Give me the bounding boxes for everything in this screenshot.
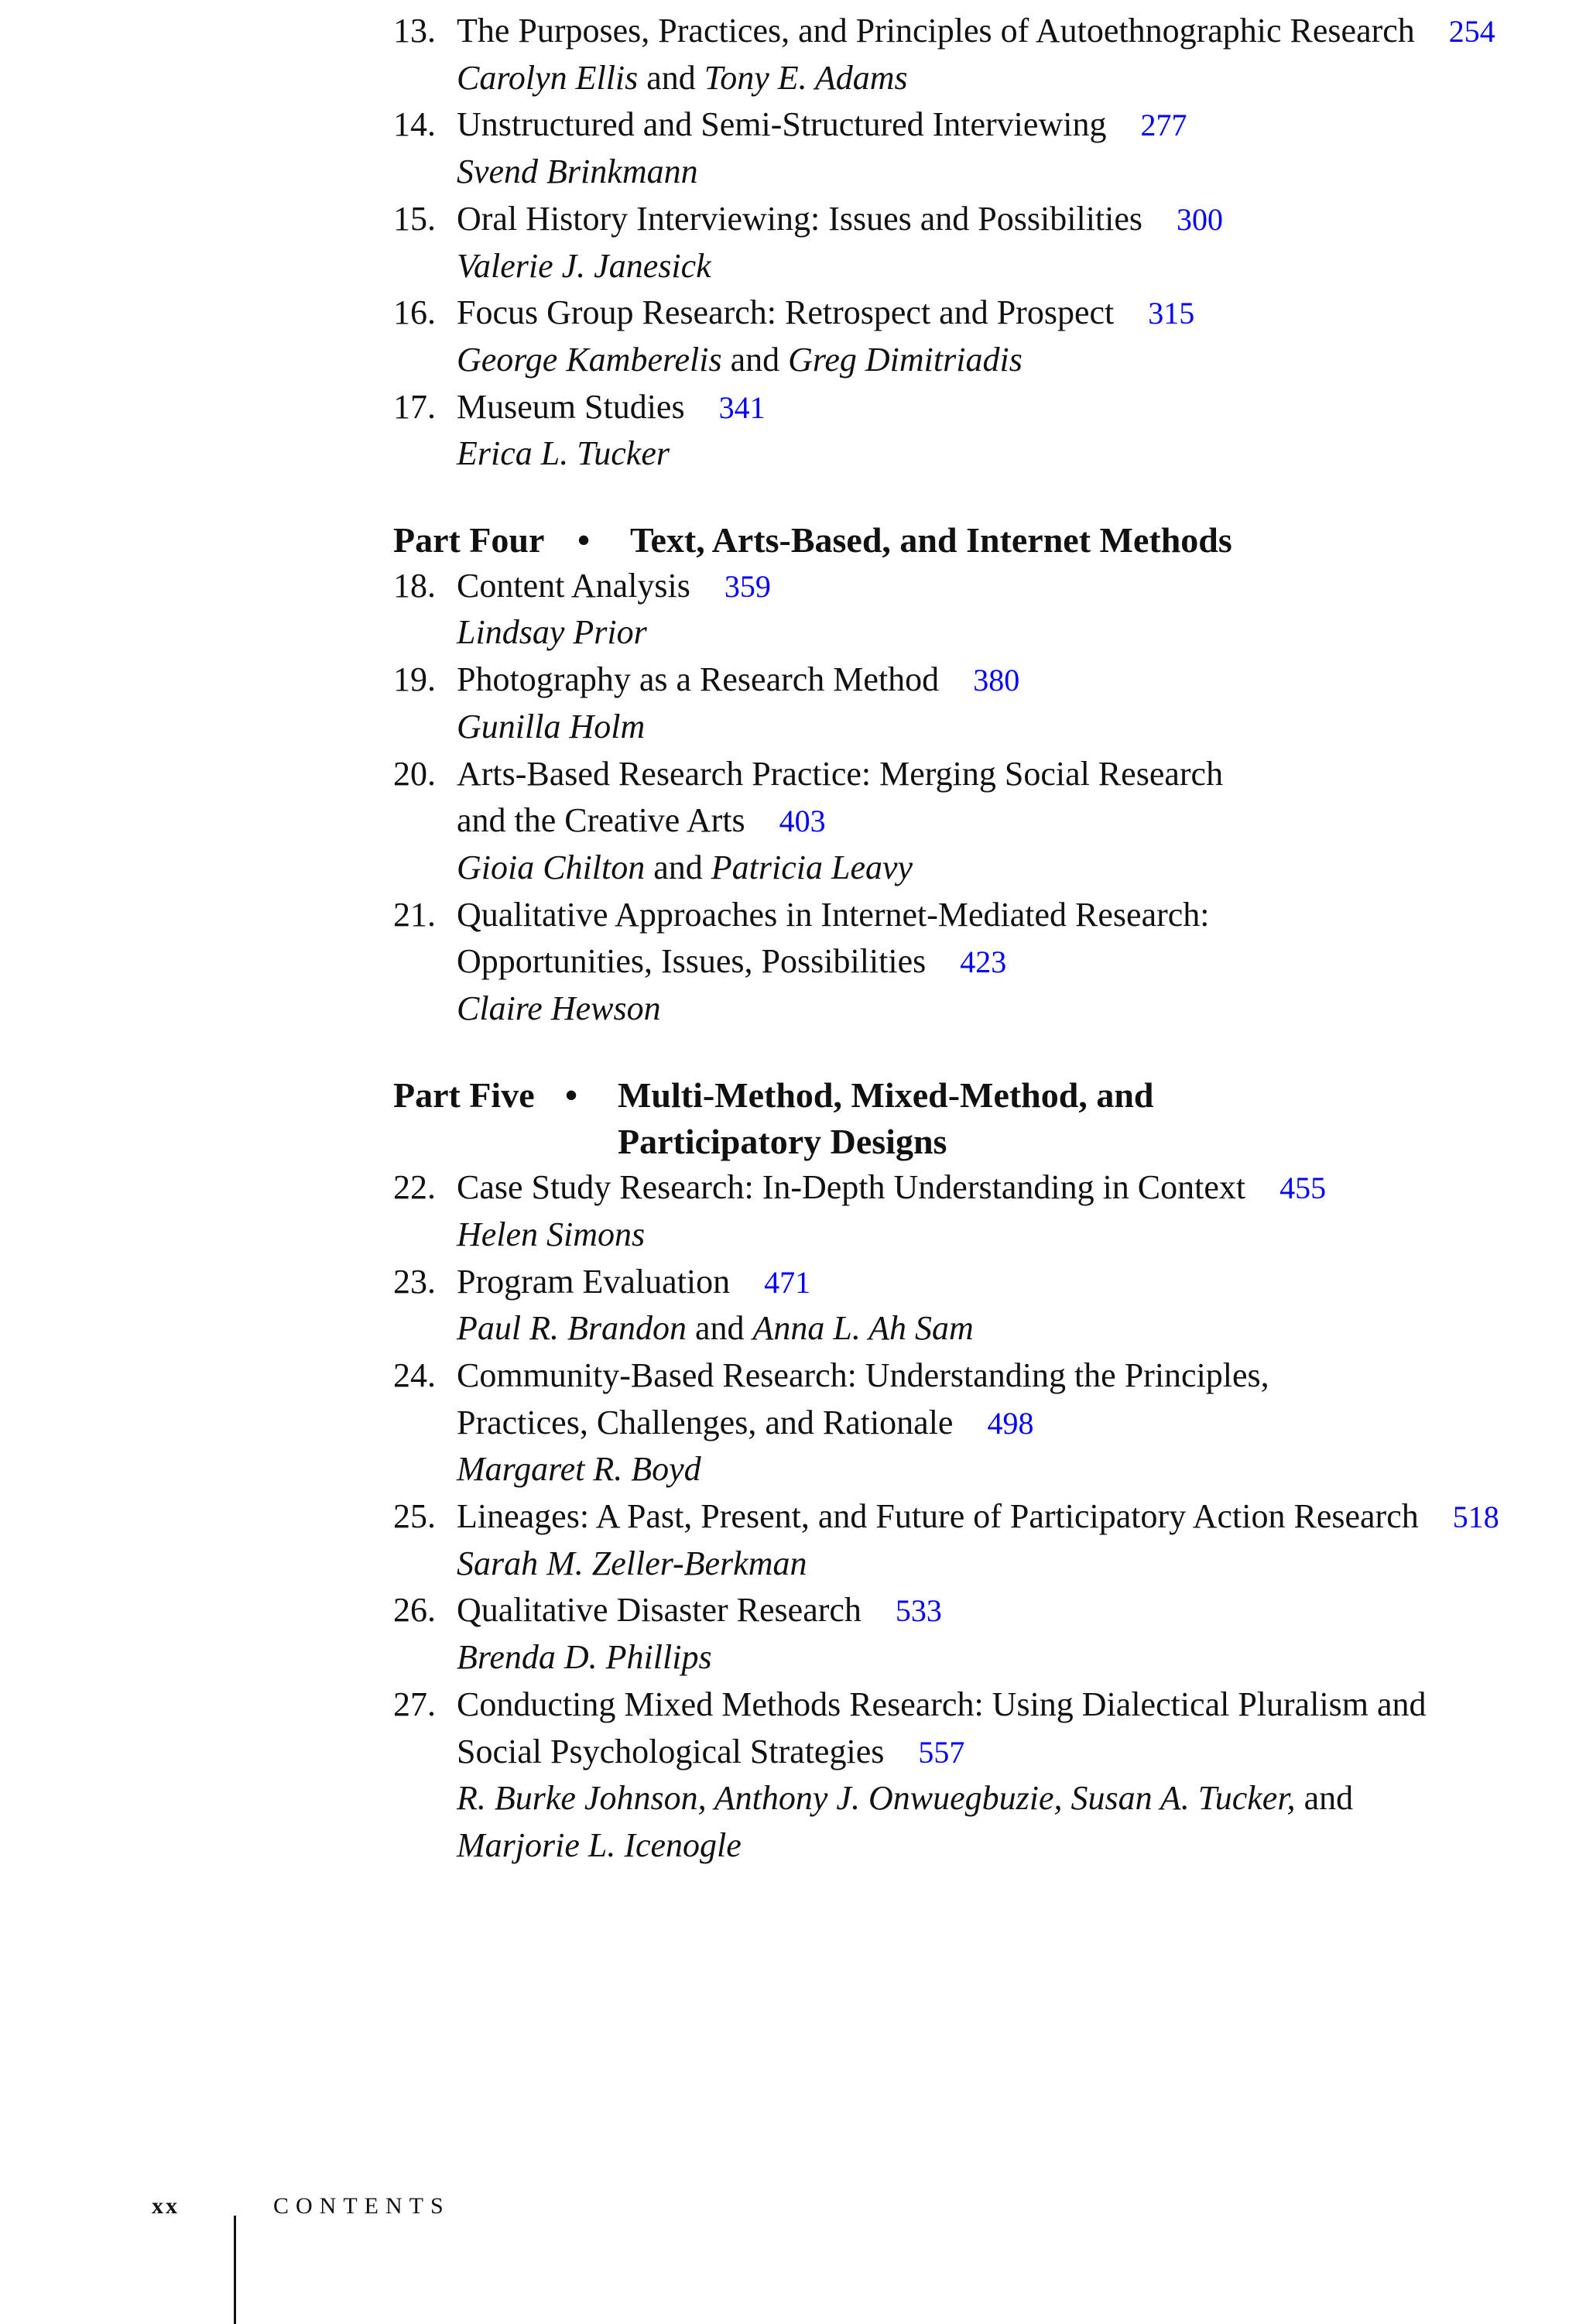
author-name: Lindsay Prior	[457, 613, 647, 652]
page-link[interactable]: 359	[724, 568, 771, 604]
chapter-authors	[457, 985, 661, 1032]
chapter-title[interactable]: Focus Group Research: Retrospect and Prospect 315	[457, 293, 1195, 332]
page-link[interactable]: 380	[973, 663, 1020, 698]
chapter-number: 15.	[393, 199, 436, 238]
chapter-authors	[457, 1633, 712, 1681]
page-link[interactable]: 315	[1148, 296, 1195, 331]
part-bullet: •	[565, 1075, 578, 1115]
part-label: Part Five	[393, 1075, 535, 1115]
chapter-title[interactable]: and the Creative Arts 403	[457, 801, 826, 840]
chapter-title[interactable]: Oral History Interviewing: Issues and Possibilities 300	[457, 199, 1224, 238]
page-link[interactable]: 518	[1452, 1500, 1499, 1534]
chapter-authors	[457, 608, 647, 656]
chapter-authors	[457, 430, 670, 477]
part-label: Part Four	[393, 520, 545, 560]
author-name: Greg Dimitriadis	[788, 340, 1023, 379]
chapter-number: 20.	[393, 754, 436, 793]
chapter-title[interactable]: Program Evaluation 471	[457, 1262, 811, 1301]
author-name: Gioia Chilton	[457, 848, 646, 886]
chapter-authors	[457, 1304, 974, 1352]
author-name: Carolyn Ellis	[457, 58, 639, 97]
chapter-number: 22.	[393, 1168, 436, 1207]
chapter-number: 13.	[393, 12, 436, 50]
author-conjunction: and	[1295, 1779, 1354, 1818]
chapter-authors	[457, 844, 913, 891]
author-name: George Kamberelis	[457, 340, 722, 379]
chapter-title[interactable]: Museum Studies 341	[457, 387, 766, 426]
chapter-title[interactable]: Community-Based Research: Understanding the Principles,	[457, 1356, 1269, 1394]
chapter-number: 19.	[393, 660, 436, 699]
page-link[interactable]: 254	[1448, 14, 1495, 49]
chapter-authors	[457, 1822, 742, 1869]
chapter-number: 23.	[393, 1262, 436, 1301]
author-name: Helen Simons	[457, 1215, 646, 1253]
chapter-authors	[457, 336, 1023, 383]
chapter-number: 26.	[393, 1591, 436, 1630]
page-link[interactable]: 423	[960, 944, 1007, 980]
chapter-number: 18.	[393, 566, 436, 605]
chapter-title[interactable]: Arts-Based Research Practice: Merging Social Research	[457, 754, 1224, 793]
chapter-title[interactable]: Social Psychological Strategies 557	[457, 1732, 965, 1770]
author-name: Anna L. Ah Sam	[752, 1309, 974, 1348]
chapter-title[interactable]: Unstructured and Semi-Structured Interviewing 277	[457, 105, 1187, 144]
author-name: Brenda D. Phillips	[457, 1638, 712, 1677]
chapter-title[interactable]: The Purposes, Practices, and Principles of Autoethnographic Research 254	[457, 12, 1495, 50]
chapter-number: 21.	[393, 895, 436, 934]
author-conjunction: and	[686, 1309, 753, 1348]
folio-page-number: xx	[152, 2193, 180, 2219]
author-name: Svend Brinkmann	[457, 153, 698, 191]
chapter-authors	[457, 148, 698, 195]
chapter-title[interactable]: Conducting Mixed Methods Research: Using Dialectical Pluralism and	[457, 1685, 1427, 1723]
author-conjunction: and	[645, 848, 711, 886]
chapter-title[interactable]: Content Analysis 359	[457, 566, 771, 605]
chapter-title[interactable]: Practices, Challenges, and Rationale 498	[457, 1403, 1034, 1441]
running-head: CONTENTS	[273, 2193, 450, 2219]
part-bullet: •	[577, 520, 591, 560]
chapter-authors	[457, 54, 908, 101]
chapter-authors	[457, 1540, 807, 1587]
page-link[interactable]: 455	[1279, 1171, 1327, 1206]
chapter-authors	[457, 1445, 701, 1493]
author-name: Tony E. Adams	[704, 58, 908, 97]
page-link[interactable]: 533	[895, 1593, 942, 1629]
page-link[interactable]: 341	[718, 389, 766, 425]
author-name: Marjorie L. Icenogle	[457, 1825, 742, 1864]
chapter-number: 14.	[393, 105, 436, 144]
part-title: Multi-Method, Mixed-Method, and	[618, 1075, 1154, 1115]
author-name: Margaret R. Boyd	[457, 1450, 701, 1489]
author-name: Erica L. Tucker	[457, 434, 670, 473]
author-conjunction: and	[721, 340, 789, 379]
page-link[interactable]: 498	[987, 1405, 1034, 1441]
page-link[interactable]: 557	[918, 1734, 965, 1770]
chapter-authors	[457, 1211, 645, 1258]
part-title: Participatory Designs	[618, 1122, 947, 1162]
footer-divider	[234, 2216, 236, 2324]
page-link[interactable]: 471	[764, 1264, 811, 1300]
author-name: R. Burke Johnson, Anthony J. Onwuegbuzie, Susan A. Tucker,	[457, 1779, 1296, 1818]
author-name: Patricia Leavy	[711, 848, 913, 886]
chapter-authors	[457, 703, 645, 750]
chapter-authors	[457, 242, 711, 290]
author-name: Valerie J. Janesick	[457, 246, 711, 285]
chapter-title[interactable]: Lineages: A Past, Present, and Future of Participatory Action Research 518	[457, 1497, 1499, 1535]
chapter-title[interactable]: Photography as a Research Method 380	[457, 660, 1020, 699]
chapter-number: 17.	[393, 387, 436, 426]
chapter-authors	[457, 1774, 1353, 1822]
chapter-title[interactable]: Opportunities, Issues, Possibilities 423	[457, 942, 1007, 981]
page-link[interactable]: 403	[779, 804, 826, 839]
chapter-number: 27.	[393, 1685, 436, 1723]
chapter-number: 25.	[393, 1497, 436, 1535]
chapter-title[interactable]: Qualitative Approaches in Internet-Mediated Research:	[457, 895, 1210, 934]
author-name: Paul R. Brandon	[457, 1309, 687, 1348]
chapter-title[interactable]: Case Study Research: In-Depth Understanding in Context 455	[457, 1168, 1327, 1207]
chapter-number: 16.	[393, 293, 436, 332]
author-name: Claire Hewson	[457, 989, 661, 1027]
author-name: Gunilla Holm	[457, 707, 646, 746]
author-name: Sarah M. Zeller-Berkman	[457, 1544, 807, 1582]
chapter-number: 24.	[393, 1356, 436, 1394]
page-link[interactable]: 300	[1177, 201, 1224, 237]
chapter-title[interactable]: Qualitative Disaster Research 533	[457, 1591, 942, 1630]
part-title: Text, Arts-Based, and Internet Methods	[630, 520, 1232, 560]
page-link[interactable]: 277	[1140, 108, 1187, 143]
author-conjunction: and	[638, 58, 704, 97]
